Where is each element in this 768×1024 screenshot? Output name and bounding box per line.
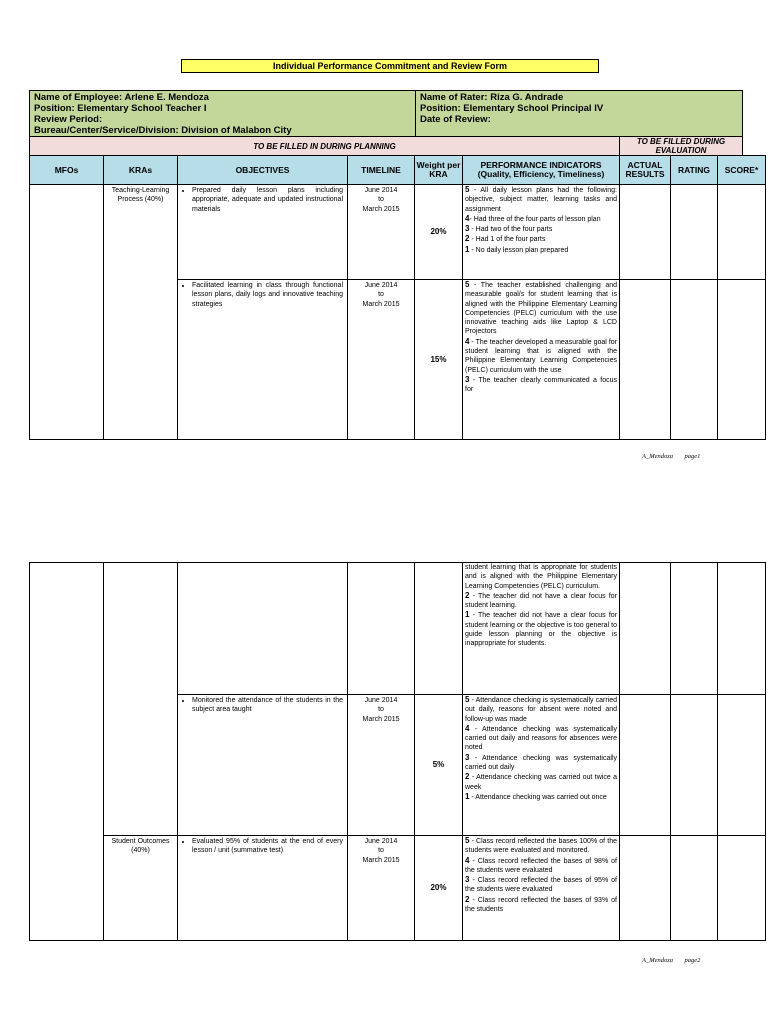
objective-cell xyxy=(178,185,348,280)
timeline-cell xyxy=(348,185,415,280)
review-date: Date of Review: xyxy=(420,114,491,125)
indicator: 3 - Attendance checking was systematically carried out daily xyxy=(465,752,617,772)
indicator: 1 - No daily lesson plan prepared xyxy=(465,244,569,254)
objective-cell xyxy=(178,280,348,440)
table-row xyxy=(30,563,766,695)
indicator: 3 - Had two of the four parts xyxy=(465,224,553,234)
objective-text: • Prepared daily lesson plans including appropriate, adequate and updated instructional materials xyxy=(192,186,343,214)
timeline-cell xyxy=(348,563,415,695)
timeline-cell xyxy=(348,280,415,440)
indicator-continued: student learning that is appropriate for students and is aligned with the Philippine Elementary Learning Competencies (PELC) curriculum. xyxy=(465,564,617,590)
timeline-to: to xyxy=(378,196,384,204)
indicator: 4 - Class record reflected the bases of 98% of the students were evaluated xyxy=(465,855,617,874)
mfo-cell xyxy=(30,185,104,440)
timeline-to: to xyxy=(378,291,384,299)
rater-name: Name of Rater: Riza G. Andrade xyxy=(420,92,564,103)
footer-author: A_Mendoza xyxy=(642,453,674,460)
employee-name: Name of Employee: Arlene E. Mendoza xyxy=(34,92,209,103)
weight-cell xyxy=(415,563,463,695)
rating-cell xyxy=(671,836,718,941)
timeline-start: June 2014 xyxy=(364,697,398,704)
indicator: 2 - Class record reflected the bases of 93% of the students xyxy=(465,894,617,914)
review-period: Review Period: xyxy=(34,114,103,125)
indicators-cell xyxy=(463,563,620,695)
pi-subtitle: (Quality, Efficiency, Timeliness) xyxy=(477,169,605,179)
pi-title: PERFORMANCE INDICATORS xyxy=(480,160,602,170)
score-cell xyxy=(718,185,766,280)
indicator: 2 - The teacher did not have a clear focus for student learning. xyxy=(465,590,617,610)
col-mfos: MFOs xyxy=(30,156,104,185)
col-rating: RATING xyxy=(671,156,718,185)
table-row xyxy=(30,185,766,280)
rating-cell xyxy=(671,695,718,836)
commitment-table-page2 xyxy=(29,562,766,941)
score-cell xyxy=(718,563,766,695)
objective-cell xyxy=(178,695,348,836)
page2-footer xyxy=(642,957,700,964)
timeline-cell xyxy=(348,836,415,941)
rater-info xyxy=(416,91,743,138)
indicator: 5 - The teacher established challenging and measurable goal/s for student learning that is aligned with the Philippine Elementary Learning Competencies (PELC) curriculum with the use innovative teaching aids like Laptop & LCD Projectors xyxy=(465,280,617,336)
indicators-cell xyxy=(463,185,620,280)
rating-cell xyxy=(671,563,718,695)
section-band xyxy=(29,136,743,156)
page1-footer xyxy=(642,453,700,460)
objective-text: • Evaluated 95% of students at the end of every lesson / unit (summative test) xyxy=(192,837,343,856)
col-weight: Weight per KRA xyxy=(415,156,463,185)
indicator: 2 - Had 1 of the four parts xyxy=(465,234,546,244)
score-cell xyxy=(718,695,766,836)
timeline-end: March 2015 xyxy=(362,300,400,308)
indicator: 4- Had three of the four parts of lesson plan xyxy=(465,213,601,223)
mfo-cell xyxy=(30,563,104,941)
timeline-start: June 2014 xyxy=(364,187,398,194)
actual-results-cell xyxy=(620,563,671,695)
indicators-cell xyxy=(463,836,620,941)
col-kras: KRAs xyxy=(104,156,178,185)
actual-results-cell xyxy=(620,836,671,941)
timeline-start: June 2014 xyxy=(364,838,398,845)
weight-cell: 20% xyxy=(415,836,463,941)
indicator: 3 - Class record reflected the bases of 95% of the students were evaluated xyxy=(465,875,617,894)
objective-text: • Facilitated learning in class through functional lesson plans, daily logs and innovative teaching strategies xyxy=(192,281,343,309)
employee-position: Position: Elementary School Teacher I xyxy=(34,103,207,114)
indicators-cell xyxy=(463,695,620,836)
indicator: 2 - Attendance checking was carried out twice a week xyxy=(465,772,617,791)
indicator: 5 - Class record reflected the bases 100% of the students were evaluated and monitored. xyxy=(465,836,617,855)
objective-text: • Monitored the attendance of the students in the subject area taught xyxy=(192,696,343,715)
objective-cell xyxy=(178,836,348,941)
planning-band: TO BE FILLED IN DURING PLANNING xyxy=(30,137,620,156)
bureau-division: Bureau/Center/Service/Division: Division of Malabon City xyxy=(34,125,292,136)
form-title: Individual Performance Commitment and Review Form xyxy=(181,59,599,73)
indicator: 5 - All daily lesson plans had the following: objective, subject matter, learning tasks and assignment xyxy=(465,185,617,213)
timeline-cell xyxy=(348,695,415,836)
timeline-to: to xyxy=(378,706,384,714)
indicator: 4 - The teacher developed a measurable goal for student learning that is aligned with the Philippine Elementary Learning Competencies (PELC) curriculum with the use xyxy=(465,336,617,374)
kra-cell xyxy=(104,563,178,836)
actual-results-cell xyxy=(620,695,671,836)
actual-results-cell xyxy=(620,280,671,440)
score-cell xyxy=(718,836,766,941)
rating-cell xyxy=(671,185,718,280)
footer-author: A_Mendoza xyxy=(642,957,674,964)
score-cell xyxy=(718,280,766,440)
footer-page: page1 xyxy=(684,453,701,460)
weight-cell: 20% xyxy=(415,185,463,280)
weight-cell: 15% xyxy=(415,280,463,440)
indicator: 1 - Attendance checking was carried out once xyxy=(465,791,607,801)
indicator: 5 - Attendance checking is systematically carried out daily, reasons for absent were noted and follow-up was made xyxy=(465,695,617,723)
weight-cell: 5% xyxy=(415,695,463,836)
rating-cell xyxy=(671,280,718,440)
col-actual-results: ACTUAL RESULTS xyxy=(620,156,671,185)
col-objectives: OBJECTIVES xyxy=(178,156,348,185)
col-score: SCORE* xyxy=(718,156,766,185)
col-timeline: TIMELINE xyxy=(348,156,415,185)
timeline-to: to xyxy=(378,847,384,855)
kra-cell: Student Outcomes (40%) xyxy=(104,836,178,941)
indicator: 4 - Attendance checking was systematically carried out daily and reasons for absences were noted xyxy=(465,723,617,752)
commitment-table-page1 xyxy=(29,155,766,440)
col-performance-indicators xyxy=(463,156,620,185)
timeline-end: March 2015 xyxy=(362,856,400,864)
timeline-end: March 2015 xyxy=(362,715,400,723)
objective-cell xyxy=(178,563,348,695)
evaluation-band: TO BE FILLED DURING EVALUATION xyxy=(620,137,743,156)
timeline-end: March 2015 xyxy=(362,205,400,213)
timeline-start: June 2014 xyxy=(364,282,398,289)
kra-cell: Teaching-Learning Process (40%) xyxy=(104,185,178,440)
table-row xyxy=(30,836,766,941)
indicator: 3 - The teacher clearly communicated a focus for xyxy=(465,374,617,394)
rater-position: Position: Elementary School Principal IV xyxy=(420,103,604,114)
employee-info xyxy=(30,91,416,138)
indicator: 1 - The teacher did not have a clear focus for student learning or the objective is too general to guide lesson planning or the objective is inappropriate for students. xyxy=(465,610,617,648)
actual-results-cell xyxy=(620,185,671,280)
footer-page: page2 xyxy=(684,957,701,964)
header-info-table xyxy=(29,90,743,138)
indicators-cell xyxy=(463,280,620,440)
